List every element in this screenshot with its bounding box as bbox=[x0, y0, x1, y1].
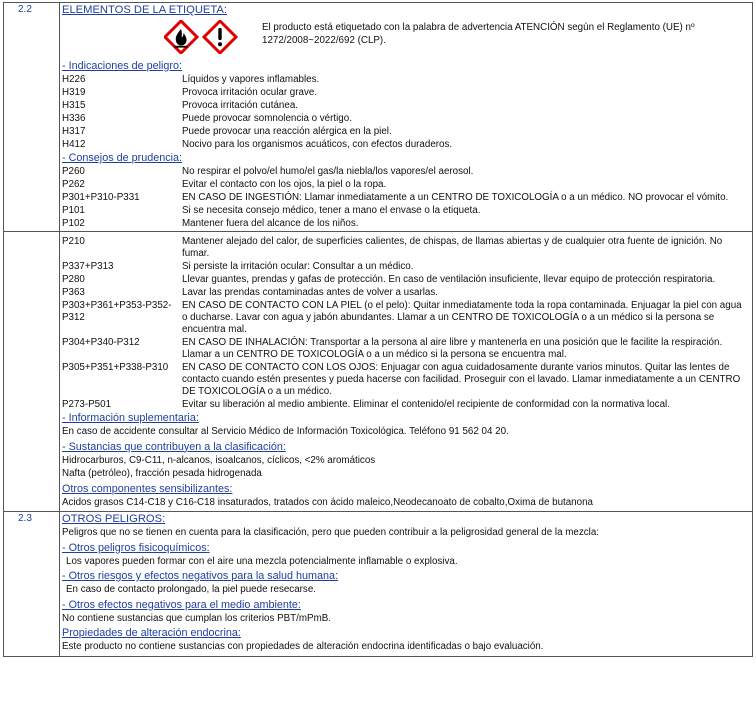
precautionary-statements-heading: - Consejos de prudencia: bbox=[62, 152, 183, 164]
environment-hazards-text: No contiene sustancias que cumplan los criterios PBT/mPmB. bbox=[62, 612, 331, 624]
hazard-row: H226 Líquidos y vapores inflamables. bbox=[62, 74, 320, 85]
health-hazards-heading: - Otros riesgos y efectos negativos para la salud humana: bbox=[62, 570, 339, 582]
section-number: 2.3 bbox=[4, 512, 60, 656]
endocrine-properties-text: Este producto no contiene sustancias con propiedades de alteración endocrina identificadas o bajo evaluación. bbox=[62, 641, 544, 652]
precaution-row: P260 No respirar el polvo/el humo/el gas/la niebla/los vapores/el aerosol. bbox=[62, 166, 474, 177]
section-title: OTROS PELIGROS: bbox=[62, 513, 166, 525]
sds-section-2-table bbox=[3, 2, 753, 657]
sensitizers-heading: Otros componentes sensibilizantes: bbox=[62, 482, 233, 495]
precaution-row: P273-P501 Evitar su liberación al medio ambiente. Eliminar el contenido/el recipiente de conformidad con la normativa local. bbox=[62, 399, 670, 410]
section-number: 2.2 bbox=[4, 3, 60, 231]
hazard-row: H412 Nocivo para los organismos acuáticos, con efectos duraderos. bbox=[62, 139, 453, 150]
precautionary-statements-list-b bbox=[62, 236, 752, 411]
hazard-statements-heading: - Indicaciones de peligro: bbox=[62, 60, 183, 72]
section-2-3-block bbox=[4, 512, 752, 656]
hazard-statements-list bbox=[62, 74, 752, 151]
label-statement: El producto está etiquetado con la palabra de advertencia ATENCIÓN según el Reglamento (UE) nº 1272/2008~2022/692 (CLP). bbox=[262, 22, 695, 46]
ghs-pictograms bbox=[62, 18, 262, 58]
precaution-row: P304+P340-P312 EN CASO DE INHALACIÓN: Transportar a la persona al aire libre y mantenerla en una posición que le facilite la respiración. Llamar a un CENTRO DE TOXICOLOGÍA o a un médico si la persona se encuentra mal. bbox=[62, 337, 723, 360]
contributing-substance: Hidrocarburos, C9-C11, n-alcanos, isoalcanos, cíclicos, <2% aromáticos bbox=[62, 454, 376, 466]
precaution-row: P101 Si se necesita consejo médico, tener a mano el envase o la etiqueta. bbox=[62, 205, 481, 216]
flame-pictogram-icon bbox=[165, 21, 197, 53]
sensitizers-text: Acidos grasos C14-C18 y C16-C18 insaturados, tratados con ácido maleico,Neodecanoato de cobalto,Oxima de butanona bbox=[62, 496, 593, 508]
precaution-row: P363 Lavar las prendas contaminadas antes de volver a usarlas. bbox=[62, 287, 438, 298]
exclamation-pictogram-icon bbox=[204, 21, 236, 53]
supplementary-info-text: En caso de accidente consultar al Servicio Médico de Información Toxicológica. Teléfono 91 562 04 20. bbox=[62, 426, 509, 437]
health-hazards-text: En caso de contacto prolongado, la piel puede resecarse. bbox=[66, 584, 316, 595]
precaution-row: P305+P351+P338-P310 EN CASO DE CONTACTO CON LOS OJOS: Enjuagar con agua cuidadosamente durante varios minutos. Quitar las lentes de contacto cuando estén presentes y pueda hacerse con facilidad. Proseguir con el lavado. Llamar inmediatamente a un CENTRO DE TOXICOLOGÍA o a un médico. bbox=[62, 362, 741, 397]
hazard-row: H319 Provoca irritación ocular grave. bbox=[62, 87, 318, 98]
physchem-hazards-text: Los vapores pueden formar con el aire una mezcla potencialmente inflamable o explosiva. bbox=[66, 555, 458, 567]
section-2-2-block bbox=[4, 3, 752, 232]
environment-hazards-heading: - Otros efectos negativos para el medio ambiente: bbox=[62, 598, 301, 611]
contributing-substances-heading: - Sustancias que contribuyen a la clasificación: bbox=[62, 440, 286, 453]
supplementary-info-heading: - Información suplementaria: bbox=[62, 412, 199, 424]
hazard-row: H317 Puede provocar una reacción alérgica en la piel. bbox=[62, 126, 392, 137]
precaution-row: P337+P313 Si persiste la irritación ocular: Consultar a un médico. bbox=[62, 261, 414, 272]
physchem-hazards-heading: - Otros peligros fisicoquímicos: bbox=[62, 541, 210, 554]
endocrine-properties-heading: Propiedades de alteración endocrina: bbox=[62, 627, 241, 639]
precaution-row: P280 Llevar guantes, prendas y gafas de protección. En caso de ventilación insuficiente, llevar equipo de protección respiratoria. bbox=[62, 274, 716, 285]
hazard-row: H315 Provoca irritación cutánea. bbox=[62, 100, 298, 111]
precaution-row: P301+P310-P331 EN CASO DE INGESTIÓN: Llamar inmediatamente a un CENTRO DE TOXICOLOGÍA o a un médico. NO provocar el vómito. bbox=[62, 192, 729, 203]
precaution-row: P102 Mantener fuera del alcance de los niños. bbox=[62, 218, 359, 229]
section-2-2-continuation-block bbox=[4, 232, 752, 512]
precaution-row: P262 Evitar el contacto con los ojos, la piel o la ropa. bbox=[62, 179, 387, 190]
section-title: ELEMENTOS DE LA ETIQUETA: bbox=[62, 4, 227, 16]
contributing-substance: Nafta (petróleo), fracción pesada hidrogenada bbox=[62, 468, 262, 479]
precaution-row: P303+P361+P353-P352-P312 EN CASO DE CONTACTO CON LA PIEL (o el pelo): Quitar inmediatamente toda la ropa contaminada. Enjuagar la piel con agua o ducharse. Lavar con agua y jabón abundantes. Llamar a un CENTRO DE TOXICOLOGÍA o a un médico si la persona se encuentra mal. bbox=[62, 300, 742, 335]
precautionary-statements-list-a bbox=[62, 166, 752, 230]
hazard-row: H336 Puede provocar somnolencia o vértigo. bbox=[62, 113, 352, 124]
precaution-row: P210 Mantener alejado del calor, de superficies calientes, de chispas, de llamas abiertas y de cualquier otra fuente de ignición. No fumar. bbox=[62, 236, 723, 259]
other-hazards-intro: Peligros que no se tienen en cuenta para la clasificación, pero que pueden contribuir a la peligrosidad general de la mezcla: bbox=[62, 527, 599, 538]
